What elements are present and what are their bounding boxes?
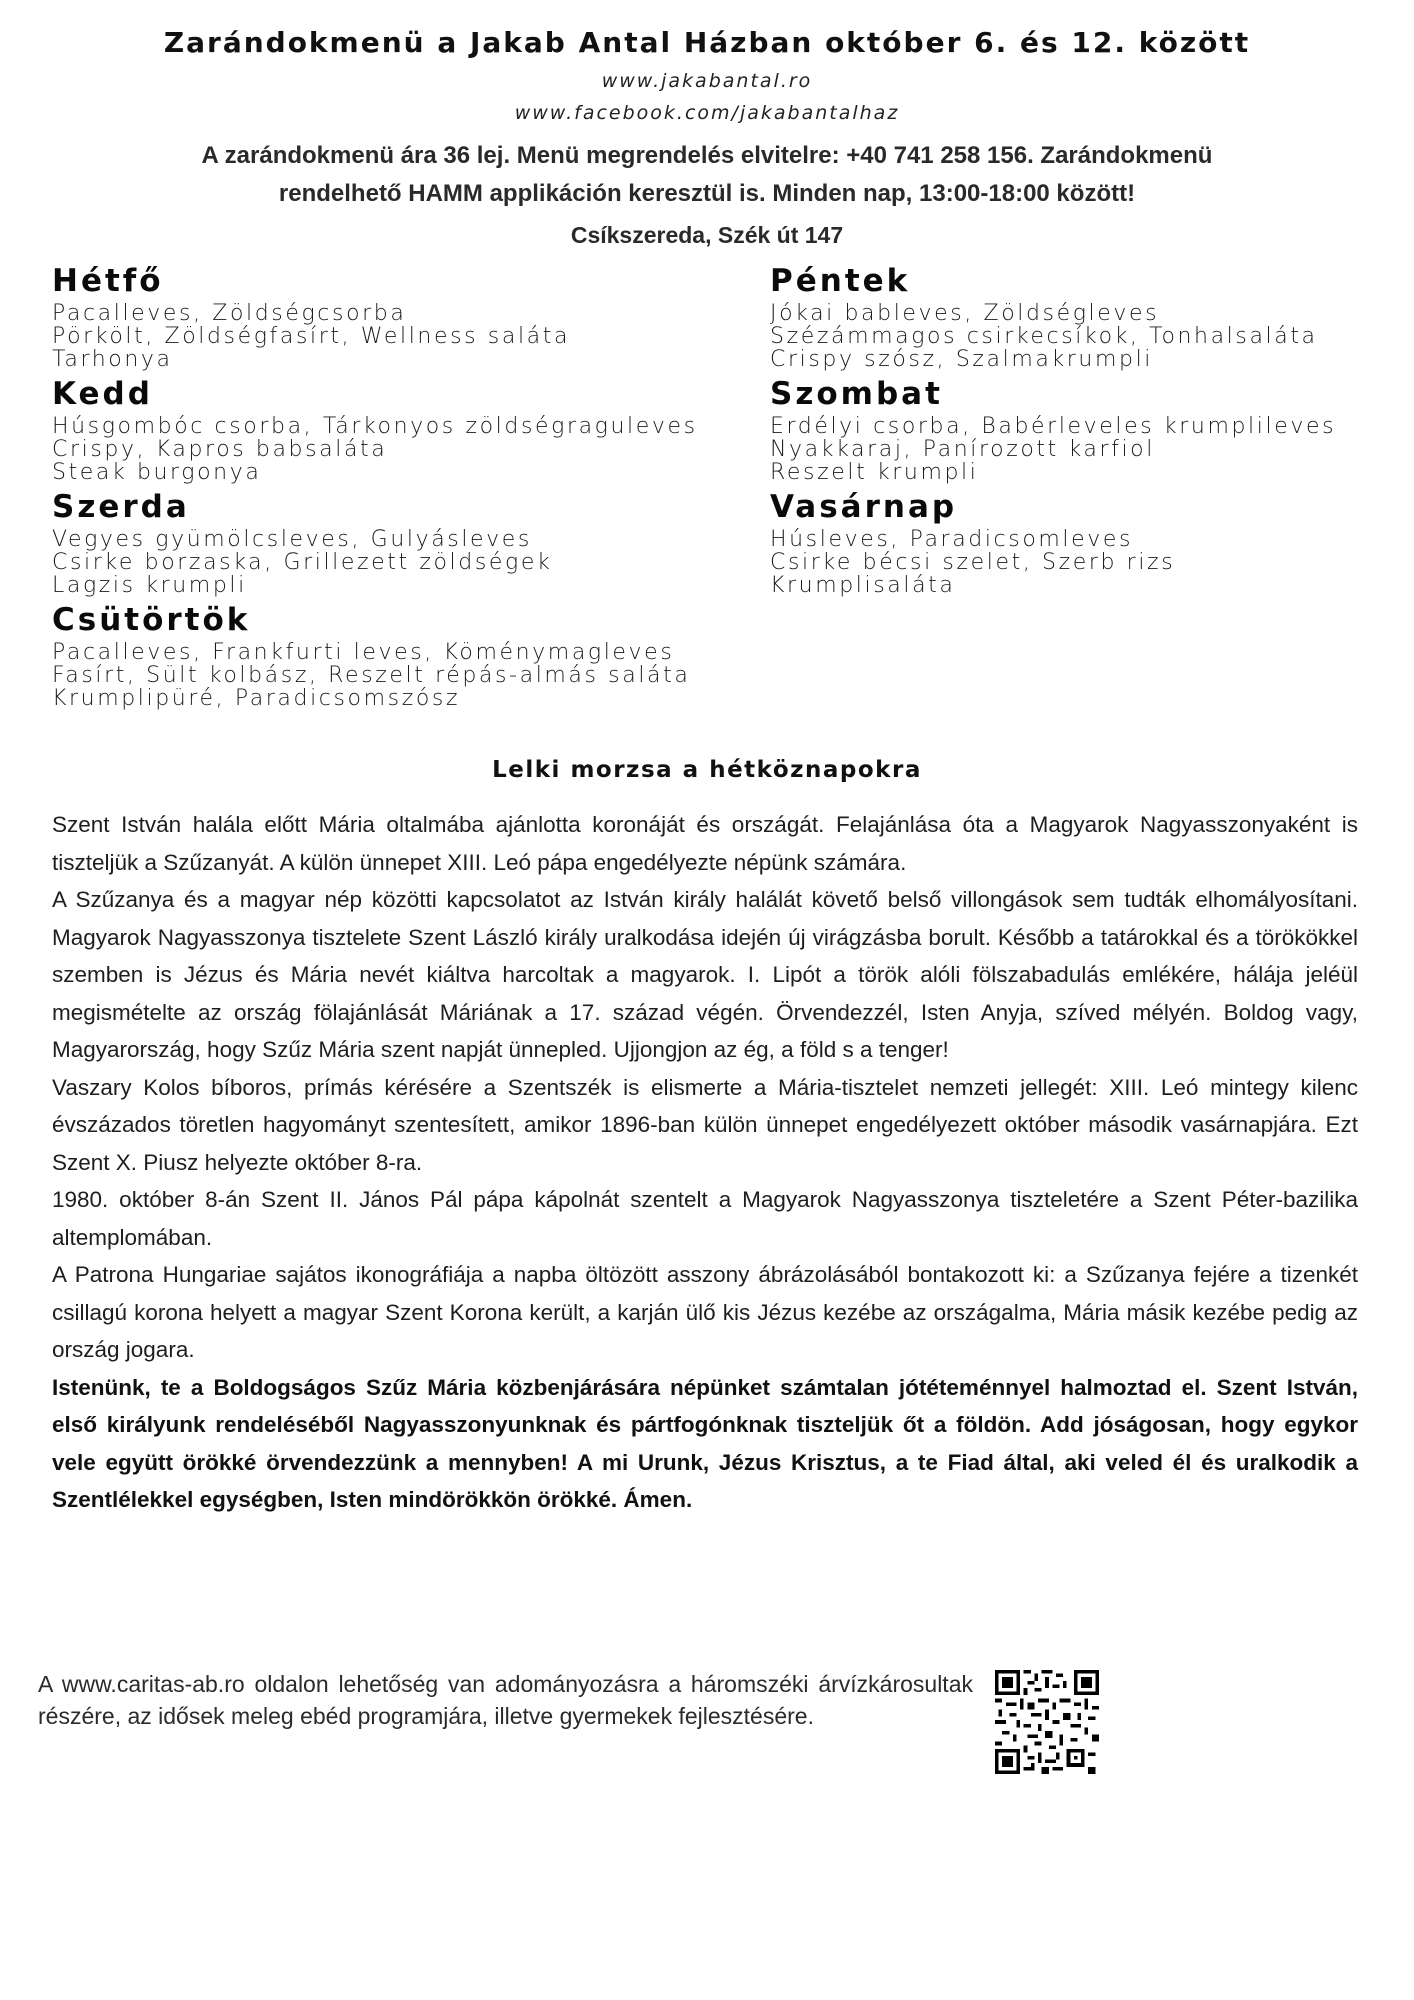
reflection-paragraph: Szent István halála előtt Mária oltalmába ajánlotta koronáját és országát. Felajánlása óta a Magyarok Nagyasszonyaként is tiszteljük a Szűzanyát. A külön ünnepet XIII. Leó pápa engedélyezte népünk számára. [52, 812, 1358, 875]
dish-item: Vegyes gyümölcsleves, Gulyásleves [52, 527, 532, 552]
dish-item: Szézámmagos csirkecsíkok, Tonhalsaláta [770, 324, 1318, 349]
donation-note: A www.caritas-ab.ro oldalon lehetőség van adományozásra a háromszéki árvízkárosultak részére, az idősek meleg ebéd programjára, illetve gyermekek fejlesztésére. [38, 1671, 973, 1729]
dish-item: Tarhonya [52, 347, 173, 372]
reflection-paragraph: A Patrona Hungariae sajátos ikonográfiája a napba öltözött asszony ábrázolásából bontakozott ki: a Szűzanya fejére a tizenkét csillagú korona helyett a magyar Szent Korona került, a karján ülő kis Jézus kezébe az országalma, Mária másik kezébe pedig az ország jogara. [52, 1262, 1358, 1362]
dish-item: Reszelt krumpli [770, 460, 979, 485]
dish-list [770, 528, 1390, 597]
dish-item: Krumplipüré, Paradicsomszósz [52, 686, 461, 711]
day-monday [52, 262, 752, 371]
day-heading: Hétfő [52, 263, 164, 299]
dish-list [770, 302, 1390, 371]
reflection-paragraph: Vaszary Kolos bíboros, prímás kérésére a Szentszék is elismerte a Mária-tisztelet nemzeti jellegét: XIII. Leó mintegy kilenc évszázados töretlen hagyományt szentesített, amikor 1896-ban külön ünnepet engedélyezett október második vasárnapjára. Ezt Szent X. Piusz helyezte október 8-ra. [52, 1074, 1358, 1175]
price-order-info: A zarándokmenü ára 36 lej. Menü megrendelés elvitelre: +40 741 258 156. Zarándokmenü [201, 142, 1213, 169]
dish-item: Crispy, Kapros babsaláta [52, 437, 388, 462]
dish-list [52, 302, 752, 371]
day-heading: Csütörtök [52, 602, 251, 638]
dish-list [770, 415, 1390, 484]
dish-item: Húsleves, Paradicsomleves [770, 527, 1134, 552]
dish-item: Pacalleves, Frankfurti leves, Köménymagleves [52, 640, 675, 665]
day-heading: Szombat [770, 376, 943, 412]
dish-item: Pörkölt, Zöldségfasírt, Wellness saláta [52, 324, 571, 349]
page-title: Zarándokmenü a Jakab Antal Házban október 6. és 12. között [163, 26, 1251, 59]
dish-item: Jókai bableves, Zöldségleves [770, 301, 1160, 326]
hamm-hours-info: rendelhető HAMM applikáción keresztül is. Minden nap, 13:00-18:00 között! [278, 180, 1136, 207]
day-heading: Péntek [770, 263, 911, 299]
dish-item: Lagzis krumpli [52, 573, 247, 598]
menu-column-left [52, 262, 752, 714]
dish-list [52, 415, 752, 484]
reflection-title: Lelki morzsa a hétköznapokra [492, 757, 922, 783]
address: Csíkszereda, Szék út 147 [570, 222, 844, 248]
day-tuesday [52, 375, 752, 484]
day-heading: Kedd [52, 376, 153, 412]
day-sunday [770, 488, 1390, 597]
day-friday [770, 262, 1390, 371]
dish-item: Crispy szósz, Szalmakrumpli [770, 347, 1153, 372]
day-heading: Szerda [52, 489, 190, 525]
dish-item: Nyakkaraj, Panírozott karfiol [770, 437, 1155, 462]
dish-item: Pacalleves, Zöldségcsorba [52, 301, 407, 326]
day-wednesday [52, 488, 752, 597]
facebook-link[interactable]: www.facebook.com/jakabantalhaz [514, 102, 900, 124]
reflection-paragraph: A Szűzanya és a magyar nép közötti kapcsolatot az István király halálát követő belső villongások sem tudták elhomályosítani. Magyarok Nagyasszonya tisztelete Szent László király uralkodása idején új virágzásba borult. Később a tatárokkal és a törökökkel szemben is Jézus és Mária nevét kiáltva harcoltak a magyarok. I. Lipót a török alóli fölszabadulás emlékére, hálája jeléül megismételte az ország fölajánlását Máriának a 17. század végén. Örvendezzél, Isten Anyja, szíved mélyén. Boldog vagy, Magyarország, hogy Szűz Mária szent napját ünnepled. Ujjongjon az ég, a föld s a tenger! [52, 887, 1358, 1062]
website-link[interactable]: www.jakabantal.ro [601, 70, 813, 92]
dish-list [52, 641, 752, 710]
day-saturday [770, 375, 1390, 484]
menu-column-right [770, 262, 1390, 601]
dish-item: Csirke borzaska, Grillezett zöldségek [52, 550, 553, 575]
dish-item: Csirke bécsi szelet, Szerb rizs [770, 550, 1176, 575]
prayer-paragraph: Istenünk, te a Boldogságos Szűz Mária közbenjárására népünket számtalan jótéteménnyel halmoztad el. Szent István, első királyunk rendeléséből Nagyasszonyunknak és pártfogónknak tiszteljük őt a földön. Add jóságosan, hogy egykor vele együtt örökké örvendezzünk a mennyben! A mi Urunk, Jézus Krisztus, a te Fiad által, aki veled él és uralkodik a Szentlélekkel egységben, Isten mindörökkön örökké. Ámen. [52, 1374, 1358, 1512]
dish-item: Erdélyi csorba, Babérleveles krumplileves [770, 414, 1337, 439]
day-thursday [52, 601, 752, 710]
qr-code-icon[interactable] [995, 1670, 1099, 1774]
dish-list [52, 528, 752, 597]
reflection-body [52, 806, 1358, 1519]
dish-item: Fasírt, Sült kolbász, Reszelt répás-almás saláta [52, 663, 691, 688]
reflection-paragraph: 1980. október 8-án Szent II. János Pál pápa kápolnát szentelt a Magyarok Nagyasszonya tiszteletére a Szent Péter-bazilika altemplomában. [52, 1187, 1358, 1250]
dish-item: Krumplisaláta [770, 573, 956, 598]
dish-item: Húsgombóc csorba, Tárkonyos zöldségraguleves [52, 414, 698, 439]
day-heading: Vasárnap [770, 489, 958, 525]
dish-item: Steak burgonya [52, 460, 262, 485]
